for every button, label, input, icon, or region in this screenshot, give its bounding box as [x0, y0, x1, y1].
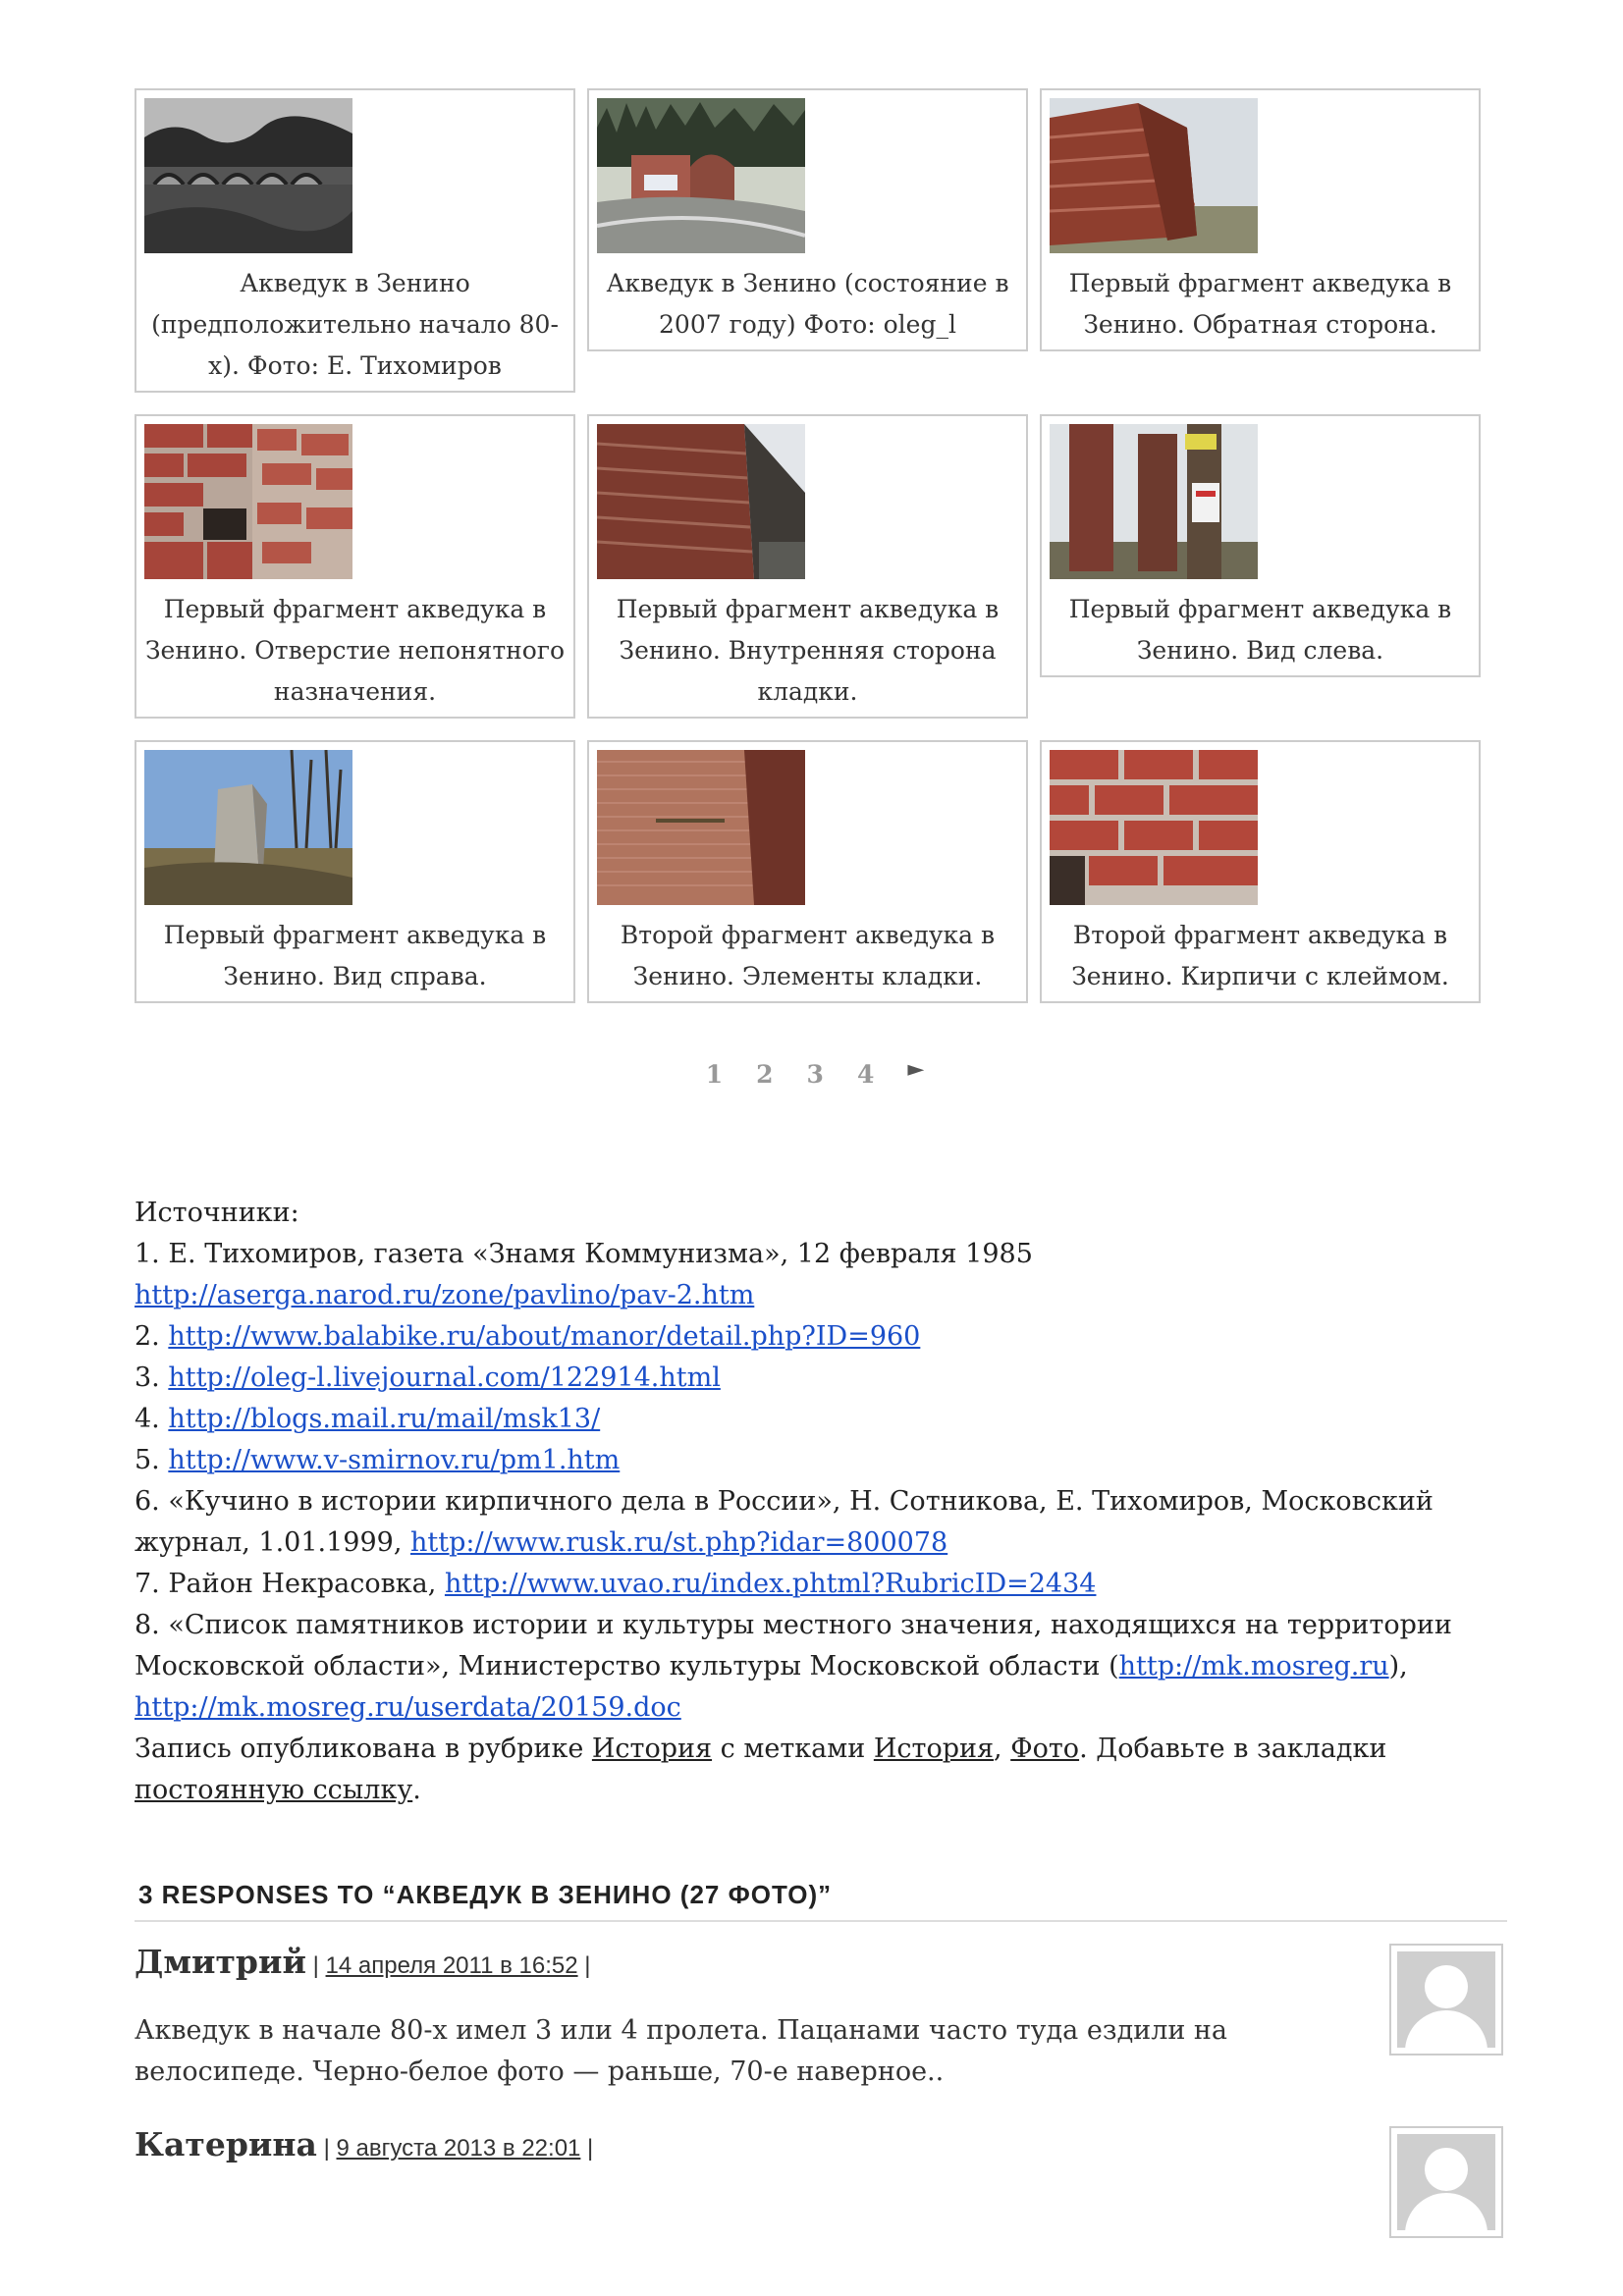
page-link[interactable]: 2 [756, 1060, 774, 1089]
aqueduct-graffiti-photo[interactable] [597, 98, 805, 253]
gallery-item [587, 88, 1028, 351]
post-meta-text: Запись опубликована в рубрике [135, 1734, 592, 1764]
next-page-icon[interactable]: ► [907, 1057, 925, 1082]
gallery-item [1040, 414, 1481, 677]
source-link[interactable]: http://www.rusk.ru/st.php?idar=800078 [410, 1527, 948, 1558]
default-avatar-icon [1397, 2134, 1495, 2230]
photo-caption: Первый фрагмент акведука в Зенино. Отверстие непонятного назначения. [144, 595, 566, 706]
source-text: 6. «Кучино в истории кирпичного дела в России», Н. Сотникова, Е. Тихомиров, Московский журнал, 1.01.1999, [135, 1486, 1434, 1558]
source-link[interactable]: http://mk.mosreg.ru/userdata/20159.doc [135, 1692, 681, 1723]
comment-date-link[interactable]: 9 августа 2013 в 22:01 [336, 2135, 581, 2162]
aqueduct-bw-photo[interactable] [144, 98, 352, 253]
post-meta-text: с метками [712, 1734, 874, 1764]
source-text: 4. [135, 1404, 169, 1434]
source-link[interactable]: http://mk.mosreg.ru [1118, 1651, 1389, 1682]
source-link[interactable]: http://aserga.narod.ru/zone/pavlino/pav-2.htm [135, 1280, 755, 1310]
source-item [135, 1234, 1509, 1316]
brick-closeup-photo[interactable] [144, 424, 352, 579]
source-item [135, 1399, 1509, 1440]
source-item [135, 1358, 1509, 1399]
comment-text: Акведук в начале 80-х имел 3 или 4 пролета. Пацанами часто туда ездили на велосипеде. Черно-белое фото — раньше, 70-е наверное.. [135, 2015, 1228, 2087]
source-text: 1. Е. Тихомиров, газета «Знамя Коммунизма», 12 февраля 1985 [135, 1239, 1033, 1269]
post-meta [135, 1729, 1509, 1811]
page-link[interactable]: 1 [705, 1060, 724, 1089]
source-text: 8. «Список памятников истории и культуры местного значения, находящихся на территории Московской области», Министерство культуры Московской области ( [135, 1610, 1452, 1682]
gallery-pagination [135, 1057, 1501, 1089]
source-text: 7. Район Некрасовка, [135, 1569, 445, 1599]
comment [135, 1938, 1503, 2093]
photo-caption: Второй фрагмент акведука в Зенино. Кирпичи с клеймом. [1071, 921, 1449, 990]
separator: | [580, 2135, 594, 2162]
source-text: 2. [135, 1321, 169, 1352]
comment [135, 2120, 1503, 2173]
brick-masonry-photo[interactable] [597, 750, 805, 905]
photo-caption: Акведук в Зенино (состояние в 2007 году) Фото: oleg_l [606, 269, 1009, 339]
ruin-field-photo[interactable] [144, 750, 352, 905]
sources-heading: Источники: [135, 1198, 299, 1228]
permalink-link[interactable]: постоянную ссылку [135, 1775, 413, 1805]
avatar [1389, 1944, 1503, 2056]
separator: | [305, 1952, 326, 1979]
source-link[interactable]: http://www.balabike.ru/about/manor/detail.php?ID=960 [168, 1321, 921, 1352]
post-meta-text: , [994, 1734, 1011, 1764]
source-link[interactable]: http://www.uvao.ru/index.phtml?RubricID=2434 [444, 1569, 1097, 1599]
default-avatar-icon [1397, 1951, 1495, 2048]
responses-title: 3 RESPONSES TO “АКВЕДУК В ЗЕНИНО (27 ФОТО)” [135, 1880, 1507, 1922]
category-link[interactable]: История [591, 1734, 713, 1764]
ruin-pillars-photo[interactable] [1050, 424, 1258, 579]
post-meta-text: . Добавьте в закладки [1079, 1734, 1387, 1764]
tag-link[interactable]: Фото [1010, 1734, 1080, 1764]
photo-caption: Первый фрагмент акведука в Зенино. Вид слева. [1068, 595, 1452, 665]
page-link[interactable]: 4 [856, 1060, 875, 1089]
separator: | [316, 2135, 337, 2162]
source-text: 3. [135, 1362, 169, 1393]
comment-header [135, 1938, 1503, 1991]
source-item [135, 1316, 1509, 1358]
photo-gallery [135, 88, 1481, 1003]
source-item [135, 1481, 1509, 1564]
photo-caption: Первый фрагмент акведука в Зенино. Обратная сторона. [1068, 269, 1452, 339]
separator: | [577, 1952, 591, 1979]
page-link[interactable]: 3 [806, 1060, 824, 1089]
comment-author: Катерина [135, 2125, 317, 2163]
gallery-item [135, 414, 575, 719]
gallery-item [1040, 740, 1481, 1003]
source-link[interactable]: http://oleg-l.livejournal.com/122914.html [168, 1362, 721, 1393]
sources-section [135, 1193, 1509, 1811]
gallery-item [587, 740, 1028, 1003]
avatar [1389, 2126, 1503, 2238]
source-item [135, 1605, 1509, 1729]
tag-link[interactable]: История [873, 1734, 995, 1764]
gallery-item [135, 88, 575, 393]
source-item [135, 1564, 1509, 1605]
source-link[interactable]: http://blogs.mail.ru/mail/msk13/ [168, 1404, 601, 1434]
page-content [135, 88, 1501, 2193]
stamped-bricks-photo[interactable] [1050, 750, 1258, 905]
source-link[interactable]: http://www.v-smirnov.ru/pm1.htm [168, 1445, 621, 1475]
source-text: 5. [135, 1445, 169, 1475]
brick-ruin-photo[interactable] [1050, 98, 1258, 253]
source-text: ), [1388, 1651, 1408, 1682]
post-meta-text: . [412, 1775, 421, 1805]
comment-date-link[interactable]: 14 апреля 2011 в 16:52 [325, 1952, 578, 1979]
source-item [135, 1440, 1509, 1481]
comment-author: Дмитрий [135, 1943, 306, 1981]
photo-caption: Первый фрагмент акведука в Зенино. Вид справа. [163, 921, 547, 990]
comment-header [135, 2120, 1503, 2173]
gallery-item [135, 740, 575, 1003]
photo-caption: Акведук в Зенино (предположительно начало 80-х). Фото: Е. Тихомиров [151, 269, 559, 380]
photo-caption: Второй фрагмент акведука в Зенино. Элементы кладки. [620, 921, 996, 990]
gallery-item [587, 414, 1028, 719]
photo-caption: Первый фрагмент акведука в Зенино. Внутренняя сторона кладки. [616, 595, 1000, 706]
brick-wall-photo[interactable] [597, 424, 805, 579]
gallery-item [1040, 88, 1481, 351]
